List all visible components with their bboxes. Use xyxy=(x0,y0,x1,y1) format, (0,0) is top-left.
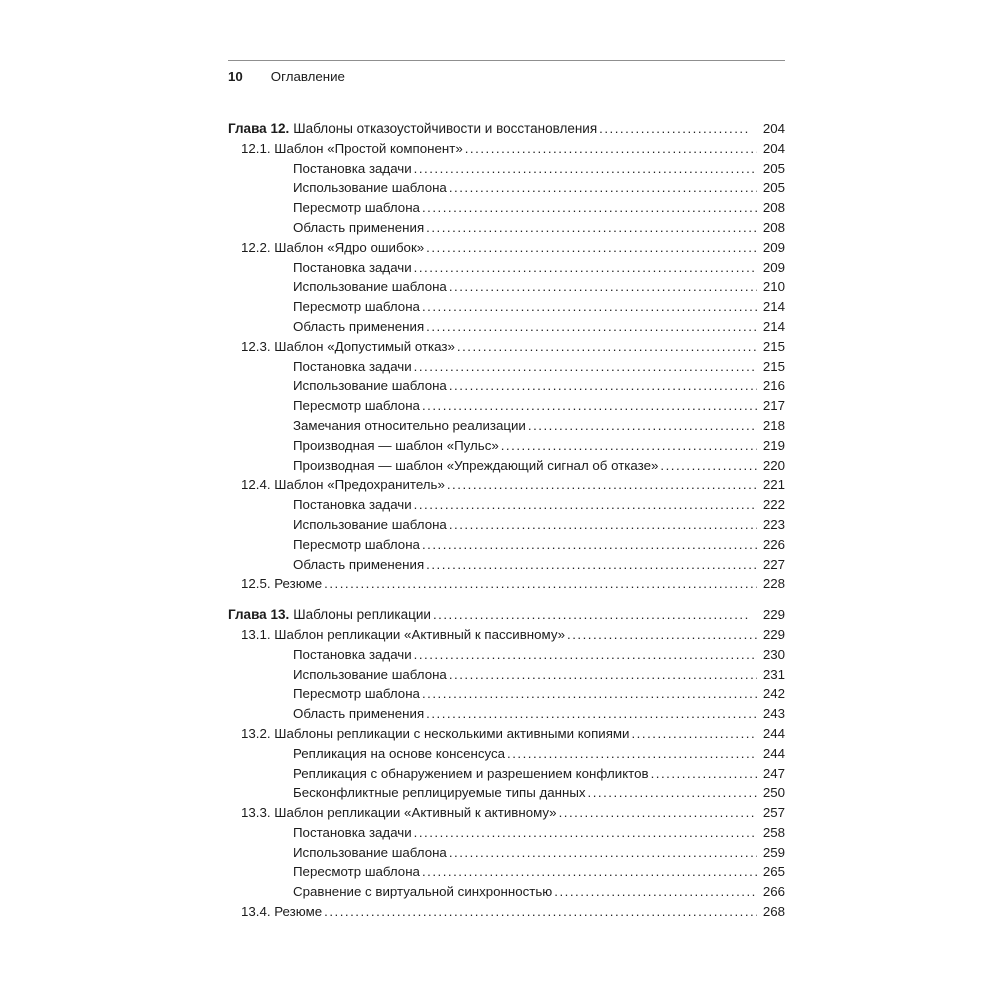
toc-entry-sub xyxy=(228,297,785,317)
toc-entry-sub xyxy=(228,783,785,803)
dot-leader xyxy=(422,862,757,882)
entry-title: Область применения xyxy=(293,556,425,572)
header-rule xyxy=(228,60,785,61)
toc-entry-sub xyxy=(228,396,785,416)
page-folio: 10 xyxy=(228,69,243,84)
entry-title: 12.3. Шаблон «Допустимый отказ» xyxy=(241,338,455,354)
dot-leader xyxy=(651,764,757,784)
toc-entry-sub xyxy=(228,218,785,238)
toc-entry-sub xyxy=(228,357,785,377)
entry-title: 13.1. Шаблон репликации «Активный к пассивному» xyxy=(241,626,566,642)
entry-title: Бесконфликтные реплицируемые типы данных xyxy=(293,785,586,801)
entry-page-number: 209 xyxy=(762,259,785,275)
toc-entry-sub xyxy=(228,684,785,704)
entry-page-number: 268 xyxy=(762,904,785,920)
chapter-title: Шаблоны отказоустойчивости и восстановления xyxy=(293,121,598,136)
entry-page-number: 205 xyxy=(762,180,785,196)
chapter-title: Шаблоны репликации xyxy=(293,607,431,623)
entry-title: 12.2. Шаблон «Ядро ошибок» xyxy=(241,239,425,255)
entry-page-number: 216 xyxy=(762,378,785,394)
dot-leader xyxy=(414,495,757,515)
entry-title: Область применения xyxy=(293,219,425,235)
entry-title: Производная — шаблон «Упреждающий сигнал об отказе» xyxy=(293,457,659,473)
toc-entry-sub xyxy=(228,178,785,198)
dot-leader xyxy=(426,555,757,575)
entry-title: Использование шаблона xyxy=(293,516,447,532)
toc-entry-sub xyxy=(228,645,785,665)
dot-leader xyxy=(422,535,757,555)
toc-entry-sub xyxy=(228,535,785,555)
entry-page-number: 257 xyxy=(762,805,785,821)
entry-title: Область применения xyxy=(293,318,425,334)
entry-title: Пересмотр шаблона xyxy=(293,536,420,552)
running-header xyxy=(228,68,785,86)
entry-title: Использование шаблона xyxy=(293,180,447,196)
dot-leader xyxy=(449,515,757,535)
entry-title: Использование шаблона xyxy=(293,378,447,394)
entry-page-number: 243 xyxy=(762,706,785,722)
entry-title: Область применения xyxy=(293,706,425,722)
dot-leader xyxy=(449,178,757,198)
dot-leader xyxy=(465,139,757,159)
entry-title: Постановка задачи xyxy=(293,824,412,840)
entry-page-number: 223 xyxy=(762,516,785,532)
dot-leader xyxy=(422,198,757,218)
entry-page-number: 215 xyxy=(762,338,785,354)
entry-page-number: 265 xyxy=(762,864,785,880)
dot-leader xyxy=(588,783,757,803)
entry-page-number: 219 xyxy=(762,437,785,453)
entry-title: Пересмотр шаблона xyxy=(293,299,420,315)
toc-entry-sub xyxy=(228,823,785,843)
entry-page-number: 214 xyxy=(762,299,785,315)
entry-title: Замечания относительно реализации xyxy=(293,417,526,433)
toc-entry-sub xyxy=(228,882,785,902)
entry-title: 12.1. Шаблон «Простой компонент» xyxy=(241,140,463,156)
dot-leader xyxy=(501,436,757,456)
toc-entry-sub xyxy=(228,764,785,784)
entry-page-number: 228 xyxy=(762,576,785,592)
entry-title: Репликация с обнаружением и разрешением конфликтов xyxy=(293,765,649,781)
entry-page-number: 205 xyxy=(762,160,785,176)
entry-page-number: 230 xyxy=(762,646,785,662)
toc-entry-sub xyxy=(228,515,785,535)
running-title: Оглавление xyxy=(270,69,345,84)
dot-leader xyxy=(433,605,750,625)
entry-page-number: 266 xyxy=(762,884,785,900)
dot-leader xyxy=(324,902,757,922)
entry-title: Пересмотр шаблона xyxy=(293,398,420,414)
toc-chapter-block xyxy=(228,605,785,922)
entry-page-number: 218 xyxy=(762,417,785,433)
toc-entry-sub xyxy=(228,258,785,278)
dot-leader xyxy=(449,843,757,863)
entry-page-number: 258 xyxy=(762,824,785,840)
entry-page-number: 208 xyxy=(762,219,785,235)
dot-leader xyxy=(324,574,757,594)
toc-entry-sub xyxy=(228,843,785,863)
dot-leader xyxy=(414,357,757,377)
entry-page-number: 215 xyxy=(762,358,785,374)
entry-page-number: 210 xyxy=(762,279,785,295)
dot-leader xyxy=(447,475,757,495)
dot-leader xyxy=(559,803,757,823)
dot-leader xyxy=(457,337,757,357)
chapter-page-number: 229 xyxy=(762,607,785,623)
entry-title: 13.4. Резюме xyxy=(241,904,323,920)
entry-title: 13.2. Шаблоны репликации с несколькими активными копиями xyxy=(241,725,630,741)
entry-title: 12.4. Шаблон «Предохранитель» xyxy=(241,477,445,493)
entry-page-number: 250 xyxy=(762,785,785,801)
entry-title: Использование шаблона xyxy=(293,279,447,295)
entry-page-number: 244 xyxy=(762,725,785,741)
entry-page-number: 217 xyxy=(762,398,785,414)
entry-title: Производная — шаблон «Пульс» xyxy=(293,437,499,453)
toc-entry-sub xyxy=(228,862,785,882)
dot-leader xyxy=(426,218,757,238)
dot-leader xyxy=(449,376,757,396)
toc-list xyxy=(228,119,785,922)
entry-title: 12.5. Резюме xyxy=(241,576,323,592)
dot-leader xyxy=(414,645,757,665)
entry-title: Постановка задачи xyxy=(293,358,412,374)
toc-entry-section xyxy=(228,902,785,922)
entry-title: Постановка задачи xyxy=(293,646,412,662)
entry-title: Постановка задачи xyxy=(293,497,412,513)
entry-page-number: 204 xyxy=(762,140,785,156)
toc-entry-section xyxy=(228,139,785,159)
toc-entry-section xyxy=(228,475,785,495)
entry-page-number: 214 xyxy=(762,318,785,334)
toc-entry-sub xyxy=(228,744,785,764)
entry-title: Использование шаблона xyxy=(293,666,447,682)
entry-title: Постановка задачи xyxy=(293,160,412,176)
entry-page-number: 244 xyxy=(762,745,785,761)
dot-leader xyxy=(414,159,757,179)
toc-entry-section xyxy=(228,574,785,594)
toc-entry-sub xyxy=(228,436,785,456)
toc-entry-sub xyxy=(228,376,785,396)
toc-chapter-heading xyxy=(228,605,785,625)
entry-page-number: 231 xyxy=(762,666,785,682)
toc-entry-sub xyxy=(228,198,785,218)
toc-entry-sub xyxy=(228,317,785,337)
toc-entry-section xyxy=(228,625,785,645)
toc-entry-sub xyxy=(228,277,785,297)
chapter-page-number: 204 xyxy=(762,121,785,136)
entry-title: Пересмотр шаблона xyxy=(293,686,420,702)
chapter-label: Глава 13. xyxy=(228,607,290,623)
toc-entry-sub xyxy=(228,456,785,476)
dot-leader xyxy=(554,882,757,902)
dot-leader xyxy=(449,277,757,297)
dot-leader xyxy=(414,823,757,843)
dot-leader xyxy=(426,704,757,724)
entry-page-number: 229 xyxy=(762,626,785,642)
dot-leader xyxy=(426,238,757,258)
toc-entry-sub xyxy=(228,704,785,724)
entry-title: 13.3. Шаблон репликации «Активный к активному» xyxy=(241,805,557,821)
dot-leader xyxy=(567,625,757,645)
entry-title: Постановка задачи xyxy=(293,259,412,275)
entry-page-number: 221 xyxy=(762,477,785,493)
toc-entry-sub xyxy=(228,665,785,685)
toc-entry-section xyxy=(228,337,785,357)
toc-entry-sub xyxy=(228,555,785,575)
dot-leader xyxy=(528,416,757,436)
toc-entry-sub xyxy=(228,159,785,179)
entry-title: Пересмотр шаблона xyxy=(293,200,420,216)
toc-entry-section xyxy=(228,238,785,258)
toc-entry-sub xyxy=(228,495,785,515)
toc-page xyxy=(228,0,785,922)
chapter-label: Глава 12. xyxy=(228,121,290,136)
entry-page-number: 242 xyxy=(762,686,785,702)
entry-title: Репликация на основе консенсуса xyxy=(293,745,506,761)
toc-chapter-heading xyxy=(228,119,785,139)
dot-leader xyxy=(422,297,757,317)
entry-page-number: 226 xyxy=(762,536,785,552)
dot-leader xyxy=(422,396,757,416)
entry-page-number: 259 xyxy=(762,844,785,860)
dot-leader xyxy=(631,724,757,744)
entry-page-number: 208 xyxy=(762,200,785,216)
toc-entry-section xyxy=(228,803,785,823)
toc-entry-section xyxy=(228,724,785,744)
entry-page-number: 227 xyxy=(762,556,785,572)
toc-chapter-block xyxy=(228,119,785,594)
entry-title: Сравнение с виртуальной синхронностью xyxy=(293,884,553,900)
entry-title: Пересмотр шаблона xyxy=(293,864,420,880)
dot-leader xyxy=(414,258,757,278)
dot-leader xyxy=(660,456,757,476)
toc-entry-sub xyxy=(228,416,785,436)
entry-page-number: 220 xyxy=(762,457,785,473)
dot-leader xyxy=(422,684,757,704)
dot-leader xyxy=(449,665,757,685)
dot-leader xyxy=(599,119,750,139)
entry-page-number: 209 xyxy=(762,239,785,255)
entry-page-number: 247 xyxy=(762,765,785,781)
entry-page-number: 222 xyxy=(762,497,785,513)
entry-title: Использование шаблона xyxy=(293,844,447,860)
dot-leader xyxy=(507,744,757,764)
dot-leader xyxy=(426,317,757,337)
